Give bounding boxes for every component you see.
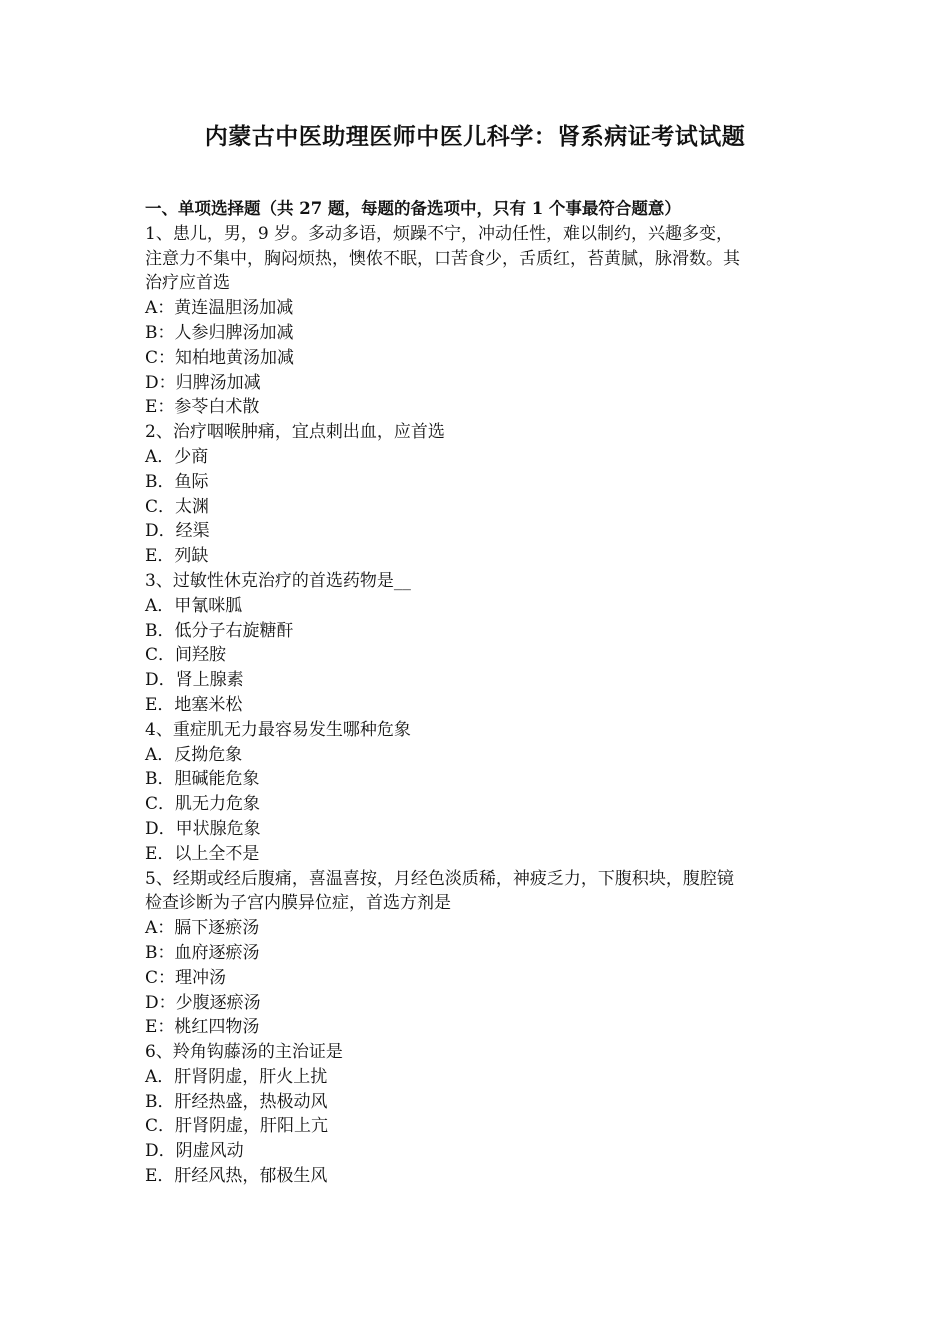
answer-option: C：理冲汤 <box>145 967 227 988</box>
question-stem-line: 4、重症肌无力最容易发生哪种危象 <box>145 719 411 740</box>
question-list <box>145 222 825 1189</box>
answer-option: B：人参归脾汤加减 <box>145 322 294 343</box>
question-stem-line: 注意力不集中，胸闷烦热，懊侬不眠，口苦食少，舌质红，苔黄腻，脉滑数。其 <box>145 248 740 269</box>
question-stem-line: 3、过敏性休克治疗的首选药物是__ <box>145 570 411 591</box>
answer-option: A．甲氰咪胍 <box>145 595 243 616</box>
document-title: 内蒙古中医助理医师中医儿科学：肾系病证考试试题 <box>204 123 746 150</box>
answer-option: A：黄连温胆汤加减 <box>145 298 294 319</box>
answer-option: A．肝肾阴虚，肝火上扰 <box>145 1066 328 1087</box>
question-stem-line: 1、患儿，男，9 岁。多动多语，烦躁不宁，冲动任性，难以制约，兴趣多变， <box>145 223 734 244</box>
answer-option: E．地塞米松 <box>145 694 243 715</box>
answer-option: C．间羟胺 <box>145 645 227 666</box>
answer-option: D．经渠 <box>145 521 210 542</box>
question-5 <box>145 867 825 1041</box>
answer-option: E．以上全不是 <box>145 843 260 864</box>
answer-option: A：膈下逐瘀汤 <box>145 918 260 939</box>
answer-option: B．鱼际 <box>145 471 209 492</box>
answer-option: E：桃红四物汤 <box>145 1017 260 1038</box>
document-body <box>145 197 825 1189</box>
answer-option: C．肌无力危象 <box>145 794 261 815</box>
question-stem-line: 5、经期或经后腹痛，喜温喜按，月经色淡质稀，神疲乏力，下腹积块，腹腔镜 <box>145 868 734 889</box>
answer-option: D．阴虚风动 <box>145 1141 244 1162</box>
answer-option: B：血府逐瘀汤 <box>145 942 260 963</box>
answer-option: A．少商 <box>145 446 209 467</box>
answer-option: D：归脾汤加减 <box>145 372 261 393</box>
question-2 <box>145 420 825 569</box>
question-stem-line: 2、治疗咽喉肿痛，宜点刺出血，应首选 <box>145 422 445 443</box>
question-1 <box>145 222 825 420</box>
answer-option: E．肝经风热，郁极生风 <box>145 1166 328 1187</box>
answer-option: B．肝经热盛，热极动风 <box>145 1091 328 1112</box>
question-6 <box>145 1040 825 1189</box>
answer-option: E：参苓白术散 <box>145 397 260 418</box>
answer-option: D：少腹逐瘀汤 <box>145 992 261 1013</box>
answer-option: D．甲状腺危象 <box>145 818 261 839</box>
answer-option: A．反拗危象 <box>145 744 243 765</box>
answer-option: B．低分子右旋糖酐 <box>145 620 294 641</box>
question-3 <box>145 569 825 718</box>
answer-option: D．肾上腺素 <box>145 670 244 691</box>
question-stem-line: 治疗应首选 <box>145 273 230 294</box>
answer-option: C．太渊 <box>145 496 210 517</box>
question-4 <box>145 718 825 867</box>
answer-option: C．肝肾阴虚，肝阳上亢 <box>145 1116 329 1137</box>
answer-option: C：知柏地黄汤加减 <box>145 347 295 368</box>
answer-option: B．胆碱能危象 <box>145 769 260 790</box>
section-heading: 一、单项选择题（共 27 题，每题的备选项中，只有 1 个事最符合题意） <box>145 199 681 218</box>
answer-option: E．列缺 <box>145 546 209 567</box>
question-stem-line: 检查诊断为子宫内膜异位症，首选方剂是 <box>145 893 451 914</box>
question-stem-line: 6、羚角钩藤汤的主治证是 <box>145 1042 343 1063</box>
